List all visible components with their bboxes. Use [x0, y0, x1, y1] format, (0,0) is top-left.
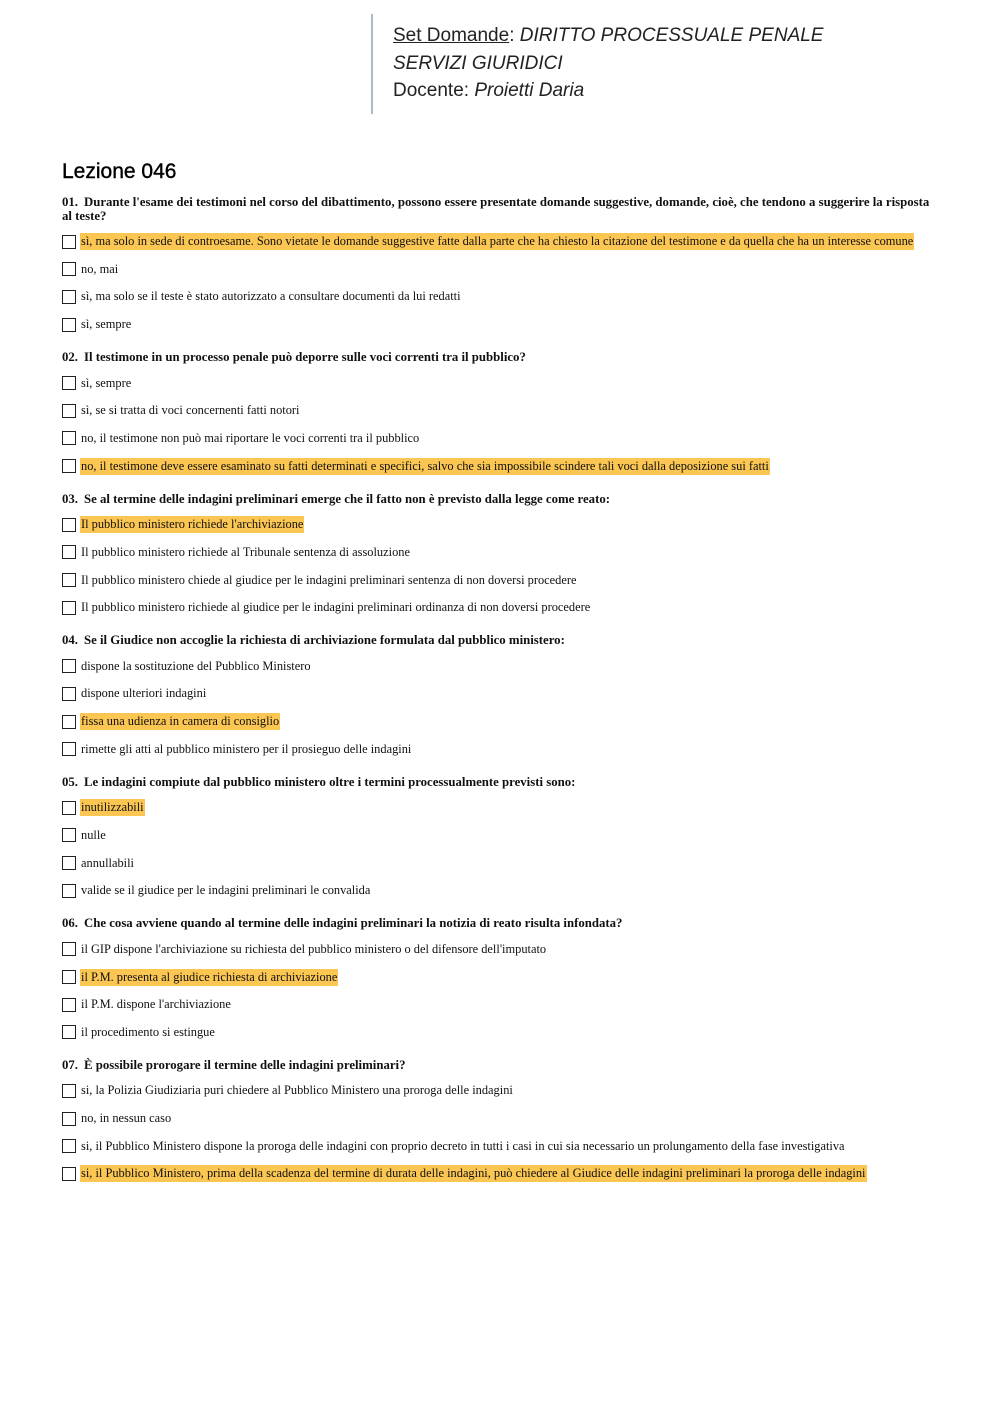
question-block: [62, 1059, 942, 1184]
lesson-title: Lezione 046: [62, 160, 177, 183]
answer-text: dispone ulteriori indagini: [81, 686, 207, 701]
answer-text: Il pubblico ministero chiede al giudice per le indagini preliminari sentenza di non doversi procedere: [81, 572, 577, 587]
question-block: [62, 776, 942, 901]
answer-text: sì, sempre: [81, 317, 132, 332]
answer-option[interactable]: [62, 1164, 942, 1183]
answer-checkbox[interactable]: [62, 601, 76, 615]
answer-text: no, il testimone non può mai riportare le voci correnti tra il pubblico: [81, 430, 420, 445]
highlighted-answer-text: il P.M. presenta al giudice richiesta di archiviazione: [81, 969, 338, 984]
set-label: Set Domande: [393, 25, 510, 46]
highlighted-answer-text: inutilizzabili: [81, 800, 144, 815]
question-block: [62, 196, 942, 334]
answer-checkbox[interactable]: [62, 687, 76, 701]
question-number: 07.: [62, 1057, 78, 1072]
answer-option[interactable]: [62, 1137, 942, 1156]
answer-option[interactable]: [62, 826, 942, 845]
answer-option[interactable]: [62, 571, 942, 590]
answer-checkbox[interactable]: [62, 942, 76, 956]
answer-checkbox[interactable]: [62, 573, 76, 587]
question-text: [62, 776, 942, 790]
answer-text: si, la Polizia Giudiziaria puri chiedere al Pubblico Ministero una proroga delle indagini: [81, 1083, 513, 1098]
answer-text: valide se il giudice per le indagini preliminari le convalida: [81, 883, 371, 898]
question-text: [62, 1059, 942, 1073]
question-block: [62, 634, 942, 759]
answer-option[interactable]: [62, 543, 942, 562]
answer-option[interactable]: [62, 854, 942, 873]
answer-option[interactable]: [62, 940, 942, 959]
answer-checkbox[interactable]: [62, 970, 76, 984]
question-number: 02.: [62, 350, 78, 365]
answer-checkbox[interactable]: [62, 518, 76, 532]
answer-checkbox[interactable]: [62, 998, 76, 1012]
highlighted-answer-text: si, il Pubblico Ministero, prima della scadenza del termine di durata delle indagini, può chiedere al Giudice delle indagini preliminari la proroga delle indagini: [81, 1166, 866, 1181]
question-label: Che cosa avviene quando al termine delle indagini preliminari la notizia di reato risulta infondata?: [84, 916, 623, 931]
answer-checkbox[interactable]: [62, 659, 76, 673]
answer-checkbox[interactable]: [62, 404, 76, 418]
answer-checkbox[interactable]: [62, 828, 76, 842]
teacher-line: [393, 77, 971, 105]
answer-checkbox[interactable]: [62, 742, 76, 756]
answer-text: nulle: [81, 827, 106, 842]
question-block: [62, 351, 942, 476]
set-title: DIRITTO PROCESSUALE PENALE: [519, 25, 824, 46]
answer-option[interactable]: [62, 260, 942, 279]
answer-text: no, in nessun caso: [81, 1111, 172, 1126]
answer-checkbox[interactable]: [62, 235, 76, 249]
answer-option[interactable]: [62, 740, 942, 759]
answer-option[interactable]: [62, 1109, 942, 1128]
question-number: 06.: [62, 916, 78, 931]
answer-option[interactable]: [62, 968, 942, 987]
question-label: Le indagini compiute dal pubblico ministero oltre i termini processualmente previsti sono:: [84, 774, 576, 789]
answer-checkbox[interactable]: [62, 884, 76, 898]
answer-option[interactable]: [62, 457, 942, 476]
answer-checkbox[interactable]: [62, 431, 76, 445]
question-text: [62, 917, 942, 931]
answer-option[interactable]: [62, 995, 942, 1014]
question-text: [62, 634, 942, 648]
question-number: 05.: [62, 774, 78, 789]
answer-option[interactable]: [62, 1023, 942, 1042]
answer-checkbox[interactable]: [62, 459, 76, 473]
set-subtitle: SERVIZI GIURIDICI: [393, 52, 563, 74]
answer-checkbox[interactable]: [62, 376, 76, 390]
question-block: [62, 917, 942, 1042]
answer-checkbox[interactable]: [62, 290, 76, 304]
answer-text: sì, sempre: [81, 375, 132, 390]
question-block: [62, 493, 942, 618]
answer-text: il procedimento si estingue: [81, 1024, 215, 1039]
answer-option[interactable]: [62, 232, 942, 251]
answer-option[interactable]: [62, 374, 942, 393]
document-header: [371, 14, 971, 114]
answer-text: il GIP dispone l'archiviazione su richiesta del pubblico ministero o del difensore dell'imputato: [81, 941, 547, 956]
question-number: 04.: [62, 633, 78, 648]
highlighted-answer-text: fissa una udienza in camera di consiglio: [81, 714, 280, 729]
answer-option[interactable]: [62, 515, 942, 534]
answer-option[interactable]: [62, 401, 942, 420]
answer-text: sì, se si tratta di voci concernenti fatti notori: [81, 403, 300, 418]
answer-option[interactable]: [62, 684, 942, 703]
teacher-name: Proietti Daria: [474, 80, 585, 101]
answer-option[interactable]: [62, 598, 942, 617]
question-list: [62, 196, 942, 1200]
question-label: Il testimone in un processo penale può deporre sulle voci correnti tra il pubblico?: [84, 350, 526, 365]
answer-option[interactable]: [62, 429, 942, 448]
question-number: 03.: [62, 491, 78, 506]
answer-checkbox[interactable]: [62, 262, 76, 276]
answer-checkbox[interactable]: [62, 545, 76, 559]
question-label: È possibile prorogare il termine delle indagini preliminari?: [84, 1057, 406, 1072]
answer-option[interactable]: [62, 287, 942, 306]
answer-checkbox[interactable]: [62, 1167, 76, 1181]
question-label: Durante l'esame dei testimoni nel corso del dibattimento, possono essere presentate domande suggestive, domande, cioè, che tendono a suggerire la risposta al teste?: [62, 195, 930, 223]
answer-option[interactable]: [62, 881, 942, 900]
answer-option[interactable]: [62, 1081, 942, 1100]
question-text: [62, 351, 942, 365]
answer-option[interactable]: [62, 712, 942, 731]
answer-text: rimette gli atti al pubblico ministero per il prosieguo delle indagini: [81, 741, 412, 756]
answer-text: no, mai: [81, 261, 119, 276]
answer-text: si, il Pubblico Ministero dispone la proroga delle indagini con proprio decreto in tutti i casi in cui sia necessario un prolungamento della fase investigativa: [81, 1138, 845, 1153]
answer-checkbox[interactable]: [62, 318, 76, 332]
answer-checkbox[interactable]: [62, 801, 76, 815]
answer-option[interactable]: [62, 315, 942, 334]
answer-text: dispone la sostituzione del Pubblico Ministero: [81, 658, 311, 673]
answer-text: Il pubblico ministero richiede al Tribunale sentenza di assoluzione: [81, 544, 410, 559]
question-label: Se al termine delle indagini preliminari emerge che il fatto non è previsto dalla legge come reato:: [84, 491, 610, 506]
question-set-line: [393, 22, 971, 50]
answer-checkbox[interactable]: [62, 715, 76, 729]
highlighted-answer-text: no, il testimone deve essere esaminato su fatti determinati e specifici, salvo che sia impossibile scindere tali voci dalla deposizione sui fatti: [81, 458, 769, 473]
set-colon: :: [509, 25, 520, 46]
highlighted-answer-text: Il pubblico ministero richiede l'archiviazione: [81, 517, 304, 532]
highlighted-answer-text: sì, ma solo in sede di controesame. Sono vietate le domande suggestive fatte dalla parte che ha chiesto la citazione del testimone e da quella che ha un interesse comune: [81, 234, 914, 248]
answer-checkbox[interactable]: [62, 1084, 76, 1098]
answer-text: annullabili: [81, 855, 134, 870]
answer-option[interactable]: [62, 798, 942, 817]
answer-text: Il pubblico ministero richiede al giudice per le indagini preliminari ordinanza di non doversi procedere: [81, 600, 591, 615]
question-text: [62, 493, 942, 507]
answer-text: sì, ma solo se il teste è stato autorizzato a consultare documenti da lui redatti: [81, 289, 461, 304]
answer-checkbox[interactable]: [62, 856, 76, 870]
answer-checkbox[interactable]: [62, 1139, 76, 1153]
question-label: Se il Giudice non accoglie la richiesta di archiviazione formulata dal pubblico ministero:: [84, 633, 565, 648]
answer-option[interactable]: [62, 657, 942, 676]
question-text: [62, 196, 942, 223]
question-number: 01.: [62, 195, 78, 209]
answer-checkbox[interactable]: [62, 1025, 76, 1039]
teacher-label: Docente:: [393, 80, 475, 101]
answer-checkbox[interactable]: [62, 1112, 76, 1126]
answer-text: il P.M. dispone l'archiviazione: [81, 997, 231, 1012]
